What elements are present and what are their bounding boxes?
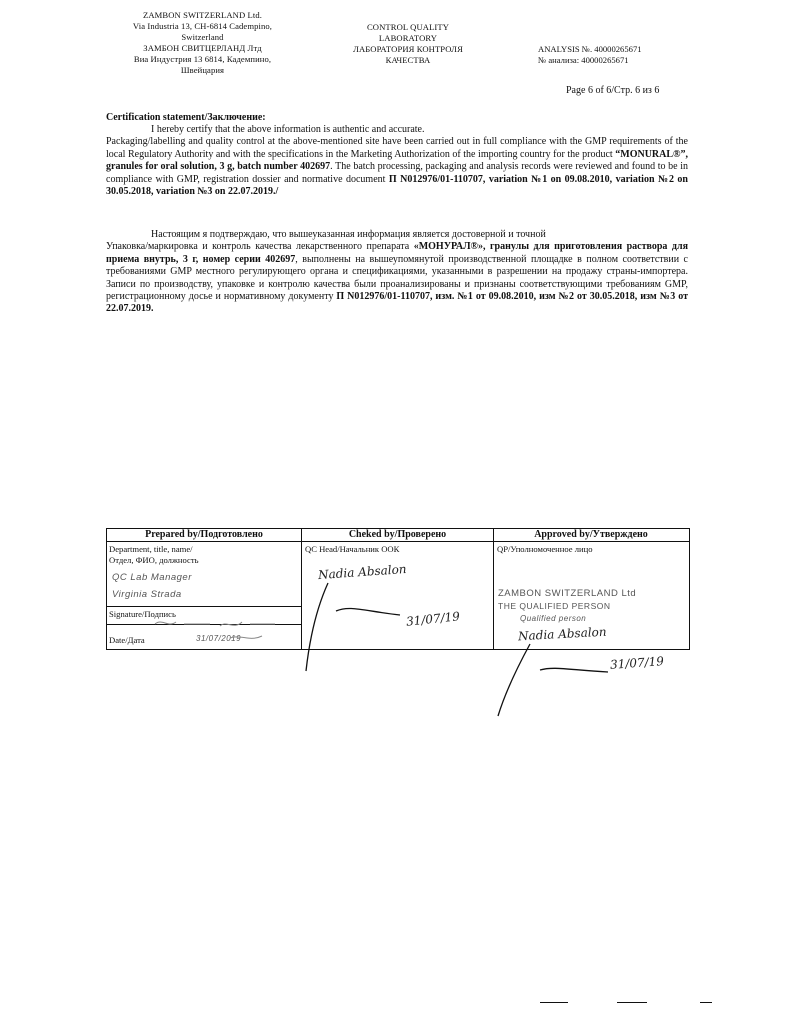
approver-handwriting-date: 31/07/19: [609, 654, 665, 672]
certification-ru-line1: Настоящим я подтверждаю, что вышеуказанная информация является достоверной и точной: [151, 229, 546, 240]
department-label-en: Department, title, name/: [109, 544, 193, 554]
page-number: Page 6 of 6/Стр. 6 из 6: [566, 85, 660, 96]
approved-by-header: Approved by/Утверждено: [534, 529, 648, 540]
company-ru-line1: ЗАМБОН СВИТЦЕРЛАНД Лтд: [143, 43, 262, 53]
preparer-name-handwriting: Virginia Strada: [112, 589, 182, 600]
certification-title: Certification statement/Заключение:: [106, 112, 266, 123]
certification-en-line1: I hereby certify that the above information is authentic and accurate.: [151, 124, 425, 135]
checker-signature: [300, 575, 410, 675]
preparer-signature: [150, 612, 290, 648]
laboratory-block: [338, 22, 478, 66]
footer-mark-2: [617, 1002, 647, 1003]
date-label: Date/Дата: [109, 635, 145, 645]
checker-handwriting-name: Nadia Absalon: [317, 561, 407, 583]
qp-label: QP/Уполномоченное лицо: [497, 544, 593, 554]
lab-line1: CONTROL QUALITY: [366, 22, 450, 32]
certification-ru-body: Упаковка/маркировка и контроль качества лекарственного препарата «МОНУРАЛ®», гранулы для приготовления раствора для приема внутрь, 3 г, номер серии 402697, выполнены на вышеупомянутой производственной площадке в полном соответствии с требованиями GMP местного регулирующего органа и спецификациями, указанными в разрешении на продажу страны-импортера. Записи по производству, упаковке и контролю качества были проанализированы и признаны соответствующими требованиям GMP, регистрационному досье и нормативному документу П N012976/01-110707, изм. №1 от 09.08.2010, изм №2 от 30.05.2018, изм №3 от 22.07.2019.: [106, 241, 688, 315]
company-address-block: [120, 10, 285, 76]
company-ru-line3: Швейцария: [180, 65, 225, 75]
company-en-line3: Switzerland: [181, 32, 224, 42]
preparer-title-handwriting: QC Lab Manager: [112, 572, 192, 583]
analysis-number-en: ANALYSIS №. 40000265671: [538, 44, 642, 54]
footer-mark-3: [700, 1002, 712, 1003]
lab-line2: LABORATORY: [378, 33, 438, 43]
product-name-ru: «МОНУРАЛ®», гранулы для приготовления раствора для приема внутрь, 3 г, номер серии 402697: [106, 241, 688, 265]
normative-document-en: П N012976/01-110707, variation №1 on 09.08.2010, variation №2 on 30.05.2018, variation №3 on 22.07.2019./: [106, 173, 688, 198]
analysis-number-block: [538, 44, 642, 66]
approver-signature: [490, 630, 620, 720]
qc-head-label: QC Head/Начальник ООК: [305, 544, 400, 554]
lab-line3: ЛАБОРАТОРИЯ КОНТРОЛЯ: [353, 44, 463, 54]
lab-line4: КАЧЕСТВА: [385, 55, 431, 65]
department-label-ru: Отдел, ФИО, должность: [109, 555, 199, 565]
certification-en-body: Packaging/labelling and quality control at the above-mentioned site have been carried out in full compliance with the GMP requirements of the local Regulatory Authority and with the specifications in the Marketing Authorization of the importing country for the product “MONURAL®”, granules for oral solution, 3 g, batch number 402697. The batch processing, packaging and analysis records were reviewed and found to be in compliance with GMP, registration dossier and normative document П N012976/01-110707, variation №1 on 09.08.2010, variation №2 on 30.05.2018, variation №3 on 22.07.2019./: [106, 136, 689, 198]
table-col1-row-divider-1: [106, 606, 302, 607]
qp-stamp-company: ZAMBON SWITZERLAND Ltd: [498, 588, 637, 599]
qp-stamp-role-ru: Qualified person: [520, 614, 587, 623]
prepared-by-header: Prepared by/Подготовлено: [145, 529, 263, 540]
checker-handwriting-date: 31/07/19: [405, 609, 461, 629]
certification-en-block: [106, 124, 688, 198]
qp-stamp-role: THE QUALIFIED PERSON: [498, 601, 611, 611]
company-en-line1: ZAMBON SWITZERLAND Ltd.: [142, 10, 263, 20]
normative-document-ru: П N012976/01-110707, изм. №1 от 09.08.2010, изм №2 от 30.05.2018, изм №3 от 22.07.2019.: [106, 291, 688, 315]
company-ru-line2: Виа Индустрия 13 6814, Кадемпино,: [133, 54, 272, 64]
analysis-number-ru: № анализа: 40000265671: [538, 55, 629, 65]
footer-mark-1: [540, 1002, 568, 1003]
product-name-en: “MONURAL®”, granules for oral solution, 3 g, batch number 402697: [106, 148, 688, 173]
checked-by-header: Cheked by/Проверено: [348, 529, 447, 540]
company-en-line2: Via Industria 13, CH-6814 Cadempino,: [132, 21, 273, 31]
signature-label: Signature/Подпись: [109, 609, 176, 619]
approver-handwriting-name: Nadia Absalon: [517, 624, 607, 644]
certification-ru-block: [106, 229, 688, 316]
preparer-date-handwriting: 31/07/2019: [196, 634, 242, 643]
table-header-divider: [106, 541, 689, 542]
